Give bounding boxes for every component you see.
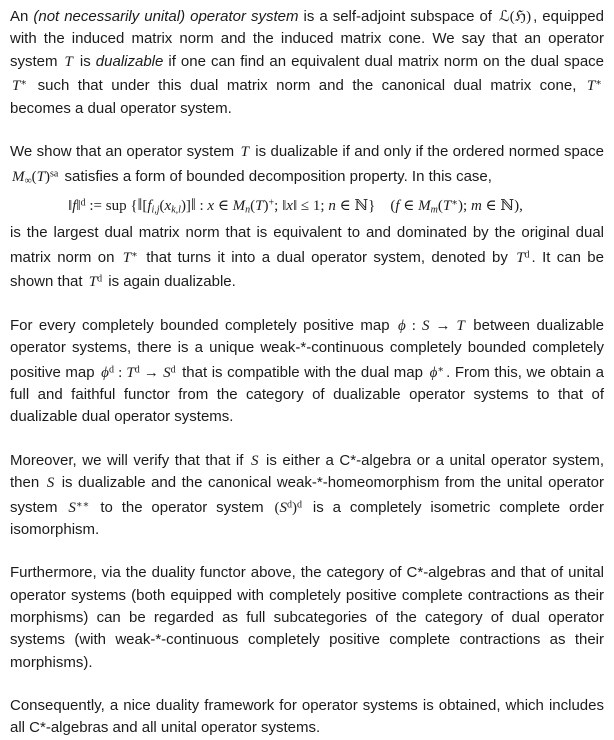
math-symbol: ‖ ≤ 1;	[292, 198, 329, 215]
math-superscript: +	[268, 197, 275, 209]
math-variable: S	[68, 499, 76, 516]
math-variable: T	[88, 274, 98, 291]
math-group	[12, 77, 27, 94]
math-group	[101, 364, 175, 381]
text-run: Consequently, a nice duality framework for operator systems is obtained, which includes all C*-algebras and all unital operator systems.	[10, 696, 604, 737]
math-superscript: d	[97, 273, 103, 285]
math-symbol: {	[130, 198, 138, 215]
paragraph-text	[10, 564, 604, 670]
math-variable: T	[255, 198, 264, 215]
paragraph-text	[10, 452, 604, 538]
math-norm-bar: ‖	[190, 195, 196, 215]
math-symbol: )	[292, 499, 298, 516]
emphasis-text: (not necessarily unital) operator system	[33, 8, 299, 25]
math-symbol: ‖	[76, 198, 81, 215]
math-superscript: d	[524, 249, 530, 261]
math-variable: T	[442, 198, 452, 215]
math-subscript: i,j	[151, 204, 160, 216]
math-symbol: := sup	[85, 198, 131, 215]
paragraph-text	[10, 143, 604, 185]
math-group	[587, 77, 602, 94]
math-variable: M	[12, 168, 25, 185]
math-group	[89, 273, 102, 290]
math-symbol: (	[159, 198, 165, 215]
text-run: such that under this dual matrix norm and the canonical dual matrix cone,	[29, 77, 585, 95]
math-symbol: (	[274, 499, 280, 516]
math-superscript: ∗∗	[75, 499, 90, 511]
math-group	[251, 452, 259, 469]
math-subscript: k,l	[171, 204, 181, 216]
math-group	[275, 499, 303, 516]
math-superscript: ∗	[131, 249, 138, 261]
math-group	[398, 317, 465, 334]
math-variable: T	[36, 168, 45, 185]
text-run: Moreover, we will verify that that if	[10, 451, 249, 469]
math-group	[430, 364, 445, 381]
math-variable: T	[456, 317, 465, 334]
math-variable: T	[240, 143, 249, 160]
paragraph	[10, 450, 604, 542]
text-run: is dualizable if and only if the ordered normed space	[250, 142, 604, 160]
math-variable: M	[418, 198, 431, 215]
math-superscript: ∗	[20, 77, 28, 89]
text-run: . It can be shown that	[10, 248, 604, 291]
math-symbol: ℒ(ℌ)	[498, 9, 532, 25]
text-run: is a self-adjoint subspace of	[298, 8, 497, 25]
text-run: between dualizable operator systems, there is a unique weak-*-continuous completely bounded completely positive map	[10, 316, 604, 381]
math-variable: S	[46, 475, 55, 492]
text-run: Furthermore, via the duality functor above, the category of C*-algebras and that of unital operator systems (both equipped with completely positive complete contractions as their morphisms) can be regarded as full subcategories of the category of dual operator systems (with weak-*-continuous completely positive complete contractions as their morphisms).	[10, 564, 604, 671]
math-variable: T	[516, 249, 525, 266]
math-subscript: n	[245, 204, 251, 216]
math-superscript: d	[287, 499, 293, 511]
math-symbol: )	[263, 198, 269, 215]
emphasis-text: dualizable	[95, 52, 164, 70]
math-norm-bar: ‖	[137, 195, 143, 215]
math-variable: S	[250, 452, 259, 469]
math-group	[241, 143, 249, 160]
math-superscript: ∗	[595, 77, 602, 89]
paragraph-text	[10, 8, 604, 117]
text-run: We show that an operator system	[10, 142, 239, 160]
math-variable: m	[470, 198, 482, 215]
text-run: that is compatible with the dual map	[177, 363, 428, 381]
math-symbol: (	[390, 198, 396, 215]
math-superscript: d	[108, 364, 114, 376]
math-variable: ϕ	[101, 364, 109, 381]
text-run: to the operator system	[91, 498, 273, 516]
math-group	[499, 8, 531, 25]
text-run: if one can find an equivalent dual matrix norm on the dual space	[163, 52, 605, 70]
math-group	[65, 53, 73, 70]
math-symbol: →	[429, 317, 457, 334]
math-variable: f	[395, 198, 400, 215]
math-variable: ϕ	[398, 317, 406, 334]
text-run: becomes a dual operator system.	[10, 99, 232, 117]
math-variable: x	[207, 198, 215, 215]
paragraph	[10, 315, 604, 429]
math-superscript: ∗	[437, 364, 445, 376]
math-superscript: d	[170, 364, 176, 376]
math-variable: T	[122, 249, 132, 266]
text-run: is	[74, 52, 96, 70]
math-symbol: );	[458, 198, 471, 215]
text-run: satisfies a form of bounded decomposition property. In this case,	[60, 167, 492, 185]
math-superscript: sa	[49, 168, 59, 180]
text-run: is dualizable and the canonical weak-*-homeomorphism from the unital operator system	[10, 474, 604, 516]
math-superscript: d	[134, 364, 140, 376]
math-symbol: ∈ ℕ}	[335, 198, 376, 215]
math-symbol: ∈	[214, 198, 233, 215]
math-group	[123, 249, 138, 266]
text-run: is a completely isometric complete order isomorphism.	[10, 498, 604, 539]
math-variable: T	[586, 78, 596, 95]
math-variable: S	[163, 364, 171, 381]
math-variable: S	[279, 499, 288, 516]
text-run: , equipped with the induced matrix norm and the induced matrix cone. We say that an operator system	[10, 8, 604, 70]
math-variable: M	[232, 198, 246, 215]
math-variable: f	[72, 198, 77, 215]
math-symbol: :	[405, 317, 422, 334]
math-variable: x	[164, 198, 172, 215]
display-formula	[10, 193, 604, 222]
paragraph-text	[10, 317, 604, 426]
text-run: . From this, we obtain a full and faithful functor from the category of dualizable operator systems to that of dualizable dual operator systems.	[10, 363, 605, 426]
math-symbol: (	[250, 198, 256, 215]
math-symbol: (	[31, 168, 37, 185]
abstract-body	[10, 6, 604, 740]
text-run: is again dualizable.	[104, 273, 236, 291]
paragraph	[10, 6, 604, 120]
math-symbol: →	[139, 364, 164, 381]
math-variable: x	[286, 198, 293, 215]
paragraph	[10, 562, 604, 673]
math-variable: T	[64, 53, 73, 70]
math-group	[516, 249, 529, 266]
math-variable: T	[126, 364, 135, 381]
math-superscript: d	[297, 499, 303, 511]
paragraph	[10, 695, 604, 740]
math-variable: S	[422, 317, 430, 334]
math-symbol: :	[113, 364, 127, 381]
text-run: is the largest dual matrix norm that is equivalent to and dominated by the original dual matrix norm on	[10, 223, 604, 266]
text-run: An	[10, 8, 34, 25]
math-symbol: ∈ ℕ),	[481, 198, 523, 215]
math-symbol: )]	[180, 198, 191, 215]
math-symbol: [	[142, 198, 148, 215]
math-variable: ϕ	[429, 364, 438, 381]
math-symbol: (	[437, 198, 443, 215]
math-variable: T	[12, 78, 21, 95]
math-subscript: ∞	[24, 175, 32, 187]
math-variable: n	[328, 198, 336, 215]
math-superscript: d	[80, 197, 86, 209]
math-symbol: ; ‖	[274, 198, 287, 215]
math-variable: f	[147, 198, 152, 215]
math-subscript: m	[430, 204, 438, 216]
text-run: is either a C*-algebra or a unital operator system, then	[10, 451, 604, 492]
math-symbol: ∈	[399, 198, 419, 215]
text-run: that turns it into a dual operator system, denoted by	[139, 248, 515, 266]
math-symbol: ‖	[68, 198, 73, 215]
math-group	[68, 499, 89, 516]
math-group	[47, 474, 55, 491]
math-group	[68, 197, 523, 214]
math-symbol: )	[44, 168, 50, 185]
math-superscript: ∗	[451, 197, 459, 209]
text-run: For every completely bounded completely positive map	[10, 316, 397, 334]
paragraph-text	[10, 224, 604, 291]
math-symbol: :	[195, 198, 208, 215]
math-group	[12, 168, 58, 185]
paragraph-text	[10, 697, 604, 736]
paragraph	[10, 141, 604, 294]
